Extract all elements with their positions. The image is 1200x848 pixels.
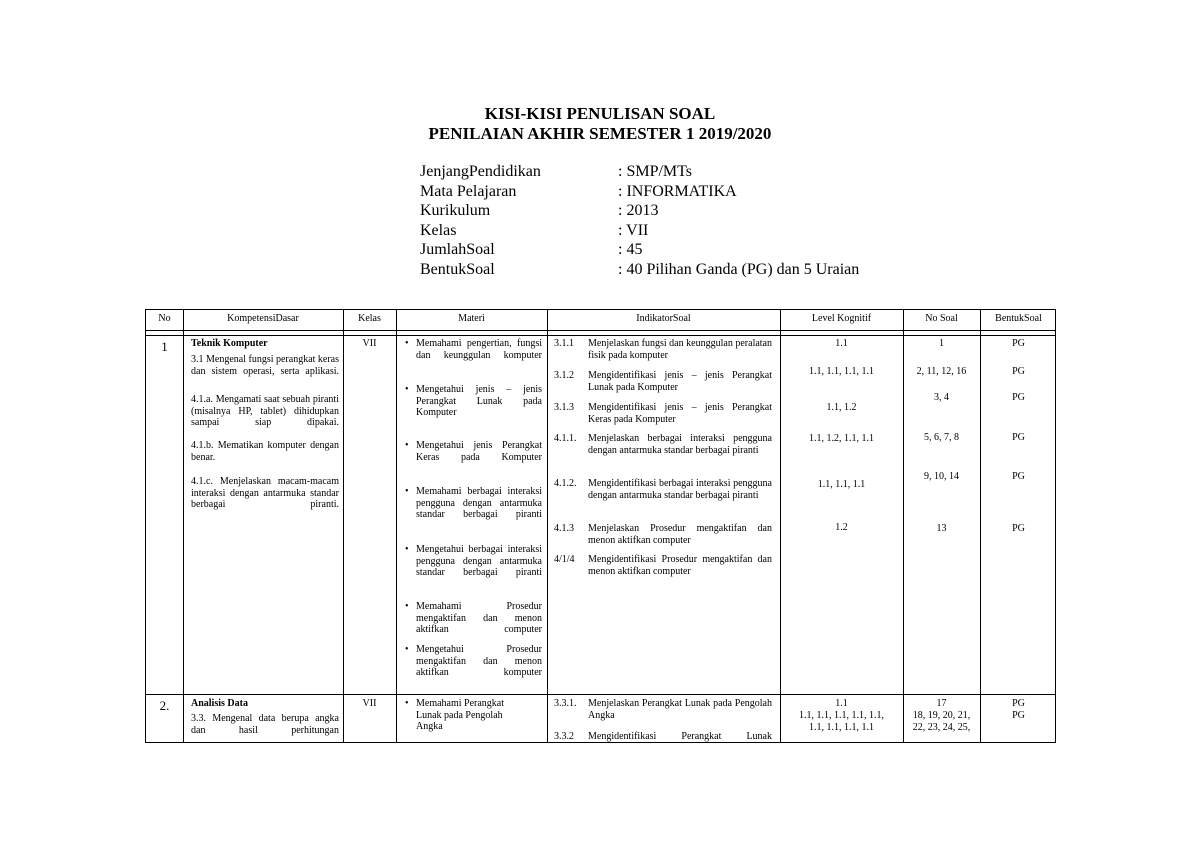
- indikator-text: Mengidentifikasi jenis – jenis Perangkat Keras pada Komputer: [588, 402, 772, 425]
- document-info: [420, 162, 859, 280]
- bentuk-value: PG: [1012, 432, 1025, 443]
- kd-item: 3.3. Mengenal data berupa angka dan hasil perhitungan: [191, 713, 339, 736]
- indikator-number: 4.1.1.: [554, 433, 577, 444]
- bullet-icon: •: [405, 338, 409, 349]
- materi-text: Memahami berbagai interaksi pengguna dengan antarmuka standar berbagai piranti: [416, 486, 542, 521]
- level-value: 1.1: [835, 698, 848, 709]
- kd-heading: Teknik Komputer: [191, 338, 268, 349]
- indikator-item: [554, 478, 772, 501]
- kd-item: 4.1.b. Mematikan komputer dengan benar.: [191, 440, 339, 463]
- bentuk-value: PG: [1012, 471, 1025, 482]
- document-title: KISI-KISI PENULISAN SOAL: [484, 104, 716, 123]
- materi-text: Memahami Perangkat Lunak pada Pengolah Angka: [416, 698, 505, 733]
- indikator-item: [554, 523, 772, 546]
- nosoal-value: 18, 19, 20, 21,: [912, 710, 971, 721]
- materi-text: Memahami pengertian, fungsi dan keunggulan komputer: [416, 338, 542, 361]
- info-value: : SMP/MTs: [618, 163, 693, 180]
- kd-item: 3.1 Mengenal fungsi perangkat keras dan sistem operasi, serta aplikasi.: [191, 354, 340, 377]
- document-subtitle: PENILAIAN AKHIR SEMESTER 1 2019/2020: [428, 124, 772, 143]
- bullet-icon: •: [405, 544, 409, 555]
- nosoal-value: 5, 6, 7, 8: [924, 432, 959, 443]
- nosoal-value: 22, 23, 24, 25,: [912, 722, 971, 733]
- materi-item: [405, 698, 542, 733]
- bullet-icon: •: [405, 440, 409, 451]
- header-bentuk: BentukSoal: [995, 313, 1042, 324]
- indikator-number: 3.1.3: [554, 402, 574, 413]
- info-row: [420, 162, 859, 182]
- nosoal-value: 1: [939, 338, 944, 349]
- level-value: 1.1, 1.1, 1.1, 1.1: [809, 366, 874, 377]
- materi-item: [405, 486, 542, 521]
- indikator-item: [554, 370, 772, 393]
- materi-item: [405, 544, 542, 579]
- indikator-item: [554, 554, 772, 577]
- indikator-item: [554, 402, 772, 425]
- info-label: JenjangPendidikan: [420, 163, 541, 180]
- info-label: BentukSoal: [420, 260, 495, 278]
- header-kelas: Kelas: [358, 313, 381, 324]
- info-label: Kurikulum: [420, 202, 491, 220]
- header-kompetensi: KompetensiDasar: [227, 313, 299, 324]
- row-divider: [146, 335, 1055, 336]
- materi-text: Mengetahui jenis Perangkat Keras pada Komputer: [416, 440, 542, 463]
- indikator-number: 3.3.2: [554, 731, 574, 742]
- bentuk-value: PG: [1012, 392, 1025, 403]
- indikator-text: Mengidentifikasi Perangkat Lunak: [588, 731, 772, 742]
- row-number: 1: [161, 339, 168, 354]
- bullet-icon: •: [405, 486, 409, 497]
- info-label: JumlahSoal: [420, 241, 495, 259]
- kd-heading: Analisis Data: [191, 698, 248, 709]
- indikator-number: 3.1.2: [554, 370, 574, 381]
- info-label: Mata Pelajaran: [420, 182, 517, 200]
- level-value: 1.1, 1.2: [826, 402, 857, 413]
- level-value: 1.1, 1.2, 1.1, 1.1: [809, 433, 874, 444]
- indikator-number: 4.1.3: [554, 523, 574, 534]
- indikator-item: [554, 338, 772, 361]
- level-value: 1.1, 1.1, 1.1, 1.1: [809, 722, 874, 733]
- nosoal-value: 17: [936, 698, 947, 709]
- row-number: 2.: [159, 698, 170, 713]
- kd-item: 4.1.c. Menjelaskan macam-macam interaksi dengan antarmuka standar berbagai piranti.: [191, 476, 339, 511]
- column-divider: [396, 310, 397, 742]
- header-indikator: IndikatorSoal: [636, 313, 691, 324]
- materi-text: Memahami Prosedur mengaktifan dan menon aktifkan computer: [416, 601, 542, 636]
- indikator-item: [554, 698, 772, 721]
- materi-item: [405, 644, 542, 679]
- row-divider: [146, 694, 1055, 695]
- bentuk-value: PG: [1012, 523, 1025, 534]
- level-value: 1.1, 1.1, 1.1, 1.1, 1.1,: [799, 710, 884, 721]
- column-divider: [343, 310, 344, 742]
- info-row: [420, 260, 859, 280]
- indikator-text: Mengidentifikasi Prosedur mengaktifan dan menon aktifkan computer: [588, 554, 772, 577]
- kd-item: 4.1.a. Mengamati saat sebuah piranti (misalnya HP, tablet) dihidupkan sampai siap dipakai.: [191, 394, 339, 429]
- materi-item: [405, 338, 542, 361]
- column-divider: [547, 310, 548, 742]
- header-materi: Materi: [458, 313, 485, 324]
- info-label: Kelas: [420, 221, 457, 239]
- materi-text: Mengetahui jenis – jenis Perangkat Lunak pada Komputer: [416, 384, 542, 419]
- header-no: No: [158, 313, 171, 324]
- materi-item: [405, 601, 542, 636]
- indikator-text: Menjelaskan berbagai interaksi pengguna dengan antarmuka standar berbagai piranti: [588, 433, 772, 456]
- kisi-kisi-table: [145, 309, 1056, 743]
- kelas-value: VII: [362, 338, 377, 349]
- level-value: 1.2: [835, 522, 848, 533]
- indikator-number: 3.1.1: [554, 338, 574, 349]
- level-value: 1.1, 1.1, 1.1: [817, 479, 866, 490]
- bentuk-value: PG: [1012, 698, 1025, 709]
- materi-item: [405, 384, 542, 419]
- level-value: 1.1: [835, 338, 848, 349]
- indikator-number: 3.3.1.: [554, 698, 577, 709]
- bullet-icon: •: [405, 601, 409, 612]
- nosoal-value: 3, 4: [934, 392, 949, 403]
- bentuk-value: PG: [1012, 366, 1025, 377]
- bullet-icon: •: [405, 698, 409, 709]
- nosoal-value: 9, 10, 14: [924, 471, 959, 482]
- nosoal-value: 13: [936, 523, 947, 534]
- header-nosoal: No Soal: [925, 313, 958, 324]
- materi-text: Mengetahui berbagai interaksi pengguna dengan antarmuka standar berbagai piranti: [416, 544, 542, 579]
- materi-text: Mengetahui Prosedur mengaktifan dan menon aktifkan komputer: [416, 644, 542, 679]
- indikator-text: Mengidentifikasi berbagai interaksi pengguna dengan antarmuka standar berbagai piranti: [588, 478, 772, 501]
- info-row: [420, 182, 859, 202]
- info-row: [420, 240, 859, 260]
- indikator-text: Mengidentifikasi jenis – jenis Perangkat Lunak pada Komputer: [588, 370, 772, 393]
- header-level: Level Kognitif: [811, 313, 872, 324]
- bentuk-value: PG: [1012, 710, 1025, 721]
- kelas-value: VII: [362, 698, 377, 709]
- info-row: [420, 201, 859, 221]
- info-value: : 2013: [618, 202, 659, 220]
- bullet-icon: •: [405, 644, 409, 655]
- indikator-number: 4.1.2.: [554, 478, 577, 489]
- column-divider: [183, 310, 184, 742]
- bullet-icon: •: [405, 384, 409, 395]
- indikator-text: Menjelaskan Perangkat Lunak pada Pengolah Angka: [588, 698, 772, 721]
- materi-item: [405, 440, 542, 463]
- indikator-number: 4/1/4: [554, 554, 575, 565]
- indikator-item: [554, 731, 772, 743]
- row-divider: [146, 330, 1055, 331]
- info-value: : INFORMATIKA: [618, 182, 737, 200]
- indikator-item: [554, 433, 772, 456]
- info-value: : VII: [618, 221, 649, 239]
- indikator-text: Menjelaskan fungsi dan keunggulan peralatan fisik pada komputer: [588, 338, 772, 361]
- bentuk-value: PG: [1012, 338, 1025, 349]
- info-value: : 40 Pilihan Ganda (PG) dan 5 Uraian: [618, 260, 860, 278]
- info-value: : 45: [618, 241, 643, 259]
- info-row: [420, 221, 859, 241]
- nosoal-value: 2, 11, 12, 16: [916, 366, 967, 377]
- indikator-text: Menjelaskan Prosedur mengaktifan dan menon aktifkan computer: [588, 523, 772, 546]
